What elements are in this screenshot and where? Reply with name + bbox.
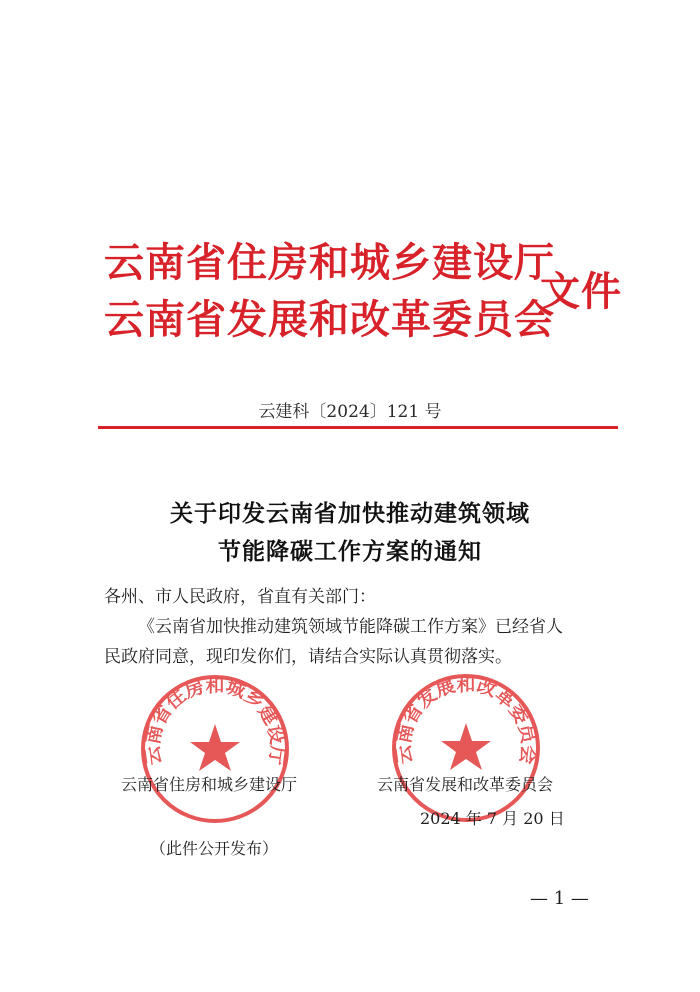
- issuer-name-development: 云南省发展和改革委员会: [104, 296, 555, 343]
- publish-note: （此件公开发布）: [150, 839, 279, 858]
- body-paragraph-line-2: 民政府同意，现印发你们，请结合实际认真贯彻落实。: [104, 647, 512, 667]
- document-number: 云建科〔2024〕121 号: [258, 402, 442, 422]
- notice-title-line-1: 关于印发云南省加快推动建筑领域: [170, 500, 530, 527]
- issuer-name-housing: 云南省住房和城乡建设厅: [104, 239, 555, 286]
- page-number: — 1 —: [530, 888, 589, 909]
- signature-development: 云南省发展和改革委员会: [377, 775, 554, 794]
- seal-star-icon: [441, 723, 491, 770]
- official-seal-housing: [138, 672, 292, 826]
- document-label: 文件: [540, 268, 622, 315]
- official-seal-development: [389, 671, 543, 825]
- signature-housing: 云南省住房和城乡建设厅: [121, 775, 298, 794]
- salutation: 各州、市人民政府，省直有关部门：: [104, 587, 376, 607]
- svg-text:云南省发展和改革委员会: 云南省发展和改革委员会: [392, 673, 540, 766]
- issue-date: 2024 年 7 月 20 日: [420, 809, 565, 828]
- red-divider-rule: [98, 426, 618, 429]
- body-paragraph-line-1: 《云南省加快推动建筑领域节能降碳工作方案》已经省人: [138, 617, 563, 637]
- notice-title-line-2: 节能降碳工作方案的通知: [218, 538, 482, 565]
- seal-star-icon: [190, 724, 240, 771]
- svg-text:云南省住房和城乡建设厅: 云南省住房和城乡建设厅: [141, 674, 289, 767]
